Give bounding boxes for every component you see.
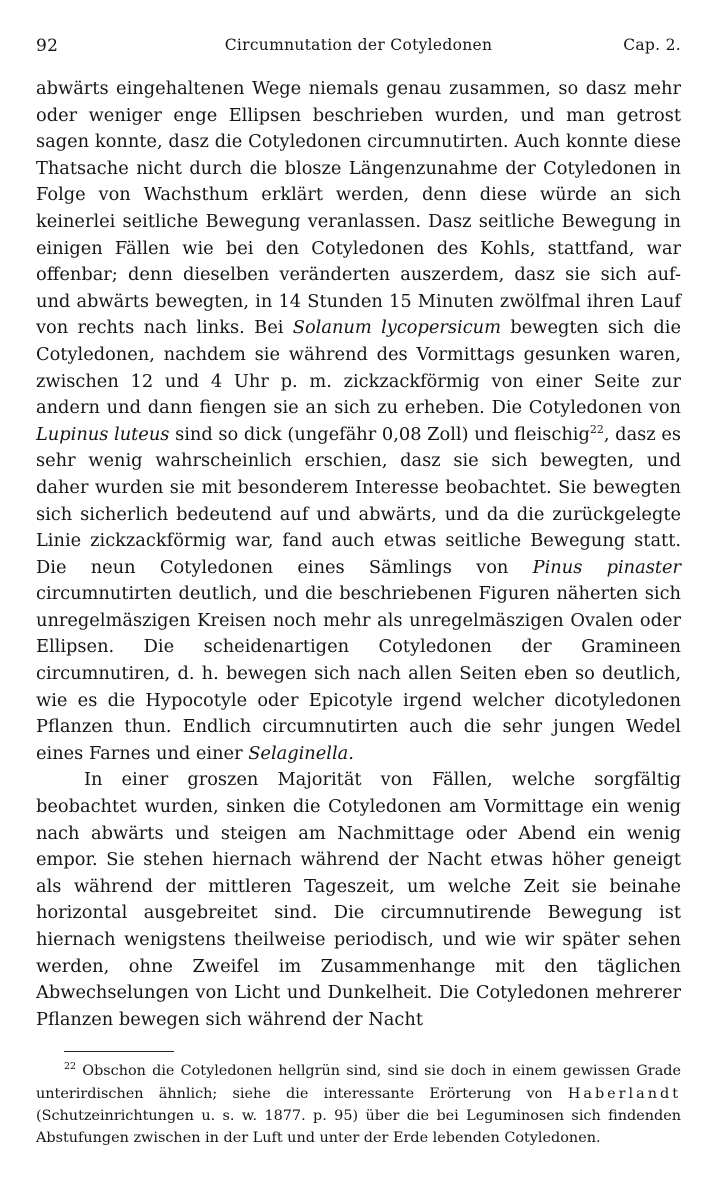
footnote-divider — [64, 1051, 174, 1052]
footnote-text-run: (Schutzeinrichtungen u. s. w. 1877. p. 95) über die bei Leguminosen sich findenden Abstufungen zwischen in der Luft und unter der Erde lebenden Cotyledonen. — [36, 1107, 681, 1147]
text-run: sind so dick (ungefähr 0,08 Zoll) und fleischig — [169, 423, 590, 445]
footnote-marker: 22 — [64, 1061, 77, 1073]
paragraph-2: In einer groszen Majorität von Fällen, welche sorgfältig beobachtet wurden, sinken die Cotyledonen am Vormittage ein wenig nach abwärts und steigen am Nachmittage oder Abend ein wenig empor. Sie stehen hiernach während der Nacht etwas höher geneigt als während der mittleren Tageszeit, um welche Zeit sie beinahe horizontal ausgebreitet sind. Die circumnutirende Bewegung ist hiernach wenigstens theilweise periodisch, und wie wir später sehen werden, ohne Zweifel im Zusammenhange mit den täglichen Abwechselungen von Licht und Dunkelheit. Die Cotyledonen mehrerer Pflanzen bewegen sich während der Nacht — [36, 769, 681, 1030]
species-name: Lupinus luteus — [36, 423, 170, 445]
text-run: , dasz es sehr wenig wahrscheinlich erschien, dasz sie sich bewegten, und daher wurden sie mit besonderem Interesse beobachtet. Sie bewegten sich sicherlich bedeutend auf und abwärts, und da die zurückgelegte Linie zickzackförmig war, fand auch etwas seitliche Bewegung statt. Die neun Cotyledonen eines Sämlings von — [36, 423, 681, 578]
footnote-text — [36, 1060, 681, 1149]
footnote-reference: 22 — [589, 422, 604, 436]
text-run: abwärts eingehaltenen Wege niemals genau zusammen, so dasz mehr oder weniger enge Ellipsen beschrieben wurden, und man getrost sagen konnte, dasz die Cotyledonen circumnutirten. Auch konnte diese Thatsache nicht durch die blosze Längenzunahme der Cotyledonen in Folge von Wachsthum erklärt werden, denn diese würde an sich keinerlei seitliche Bewegung veranlassen. Dasz seitliche Bewegung in einigen Fällen wie bei den Cotyledonen des Kohls, stattfand, war offenbar; denn dieselben veränderten auszerdem, dasz sie sich auf- und abwärts bewegten, in 14 Stunden 15 Minuten zwölfmal ihren Lauf von rechts nach links. Bei — [36, 78, 681, 339]
paragraph-1 — [36, 76, 681, 767]
running-title: Circumnutation der Cotyledonen — [224, 36, 493, 54]
species-name: Solanum lycopersicum — [292, 317, 501, 339]
author-name: Haberlandt — [567, 1085, 681, 1102]
footnote — [36, 1060, 681, 1149]
page-number: 92 — [36, 36, 59, 56]
text-run: bewegten sich die Cotyledonen, nachdem sie während des Vormittags gesunken waren, zwischen 12 und 4 Uhr p. m. zickzackförmig von einer Seite zur andern und dann fiengen sie an sich zu erheben. Die Cotyledonen von — [36, 317, 682, 419]
species-name: Pinus pinaster — [532, 556, 681, 578]
text-run: circumnutirten deutlich, und die beschriebenen Figuren näherten sich unregelmäszigen Kreisen noch mehr als unregelmäszigen Ovalen oder Ellipsen. Die scheidenartigen Cotyledonen der Gramineen circumnutiren, d. h. bewegen sich nach allen Seiten eben so deutlich, wie es die Hypocotyle oder Epicotyle irgend welcher dicotyledonen Pflanzen thun. Endlich circumnutirten auch die sehr jungen Wedel eines Farnes und einer — [36, 583, 681, 764]
chapter-label: Cap. 2. — [623, 36, 681, 54]
genus-name: Selaginella. — [248, 742, 354, 764]
main-text — [36, 76, 681, 1033]
running-header — [36, 34, 681, 72]
footnote-text-run: Obschon die Cotyledonen hellgrün sind, sind sie doch in einem gewissen Grade unterirdischen ähnlich; siehe die interessante Erörterung von — [36, 1063, 681, 1102]
